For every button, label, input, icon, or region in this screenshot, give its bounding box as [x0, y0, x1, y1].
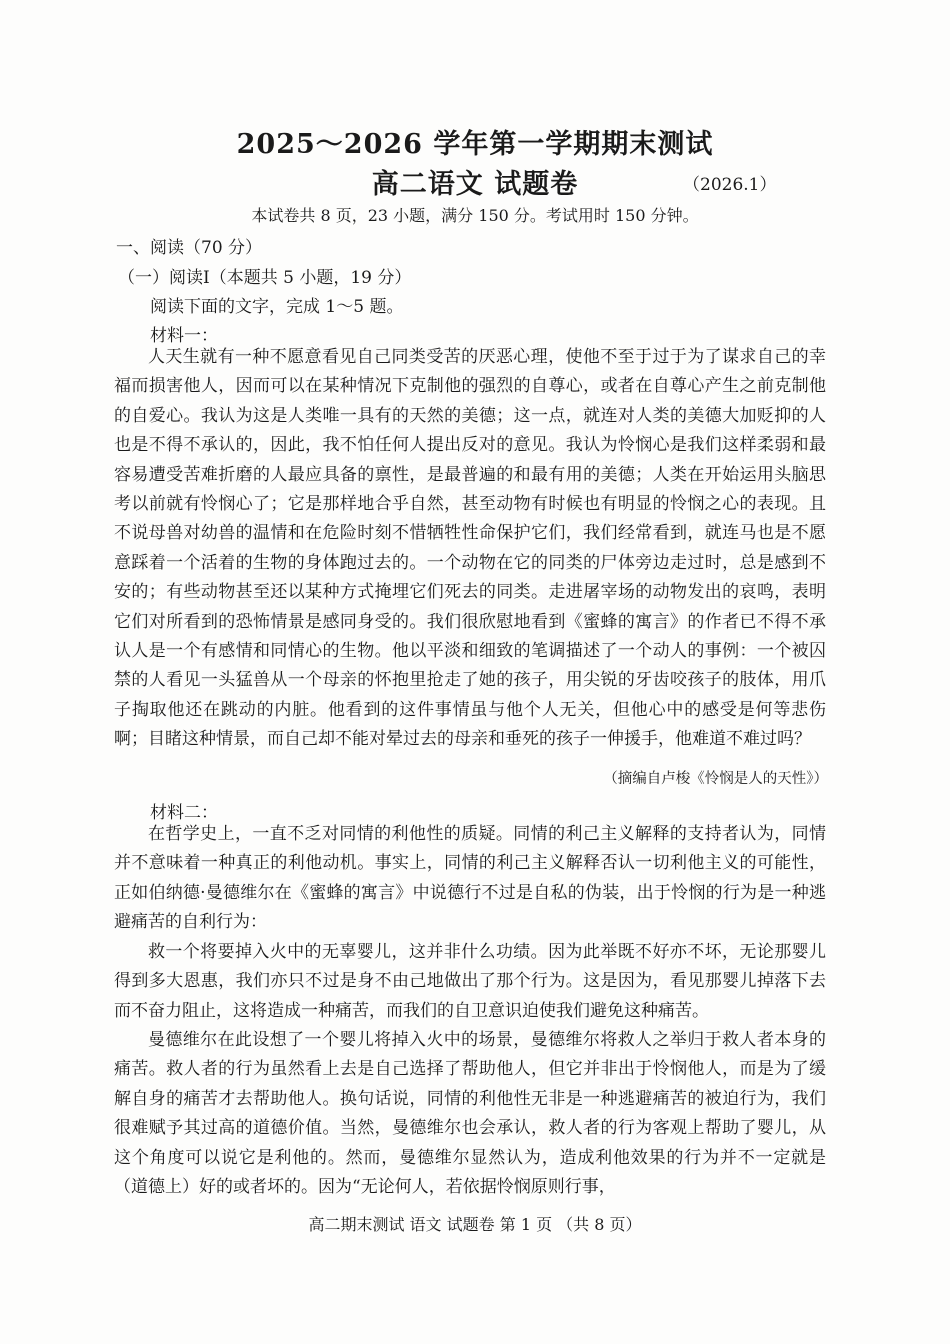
exam-title: 2025～2026 学年第一学期期末测试 [236, 129, 714, 160]
reading-instruction: 阅读下面的文字，完成 1～5 题。 [150, 297, 404, 317]
material1-paragraph: 人天生就有一种不愿意看见自己同类受苦的厌恶心理，使他不至于过于为了谋求自己的幸福而损害他人，因而可以在某种情况下克制他的强烈的自尊心，或者在自尊心产生之前克制他的自爱心。我认为这是人类唯一具有的天然的美德；这一点，就连对人类的美德大加贬抑的人也是不得不承认的，因此，我不怕任何人提出反对的意见。我认为怜悯心是我们这样柔弱和最容易遭受苦难折磨的人最应具备的禀性，是最普遍的和最有用的美德；人类在开始运用头脑思考以前就有怜悯心了；它是那样地合乎自然，甚至动物有时候也有明显的怜悯之心的表现。且不说母兽对幼兽的温情和在危险时刻不惜牺牲性命保护它们，我们经常看到，就连马也是不愿意踩着一个活着的生物的身体跑过去的。一个动物在它的同类的尸体旁边走过时，总是感到不安的；有些动物甚至还以某种方式掩埋它们死去的同类。走进屠宰场的动物发出的哀鸣，表明它们对所看到的恐怖情景是感同身受的。我们很欣慰地看到《蜜蜂的寓言》的作者已不得不承认人是一个有感情和同情心的生物。他以平淡和细致的笔调描述了一个动人的事例：一个被囚禁的人看见一头猛兽从一个母亲的怀抱里抢走了她的孩子，用尖锐的牙齿咬孩子的肢体，用爪子掏取他还在跳动的内脏。他看到的这件事情虽与他个人无关，但他心中的感受是何等悲伤啊；目睹这种情景，而自己却不能对晕过去的母亲和垂死的孩子一伸援手，他难道不难过吗？ [114, 347, 826, 750]
material2-paragraph-1: 在哲学史上，一直不乏对同情的利他性的质疑。同情的利己主义解释的支持者认为，同情并不意味着一种真正的利他动机。事实上，同情的利己主义解释否认一切利他主义的可能性，正如伯纳德·曼德维尔在《蜜蜂的寓言》中说德行不过是自私的伪装，出于怜悯的行为是一种逃避痛苦的自利行为： [114, 824, 826, 933]
exam-date: （2026.1） [683, 175, 777, 195]
material2-paragraph-3: 曼德维尔在此设想了一个婴儿将掉入火中的场景，曼德维尔将救人之举归于救人者本身的痛苦。救人者的行为虽然看上去是自己选择了帮助他人，但它并非出于怜悯他人，而是为了缓解自身的痛苦才去帮助他人。换句话说，同情的利他性无非是一种逃避痛苦的被迫行为，我们很难赋予其过高的道德价值。当然，曼德维尔也会承认，救人者的行为客观上帮助了婴儿，从这个角度可以说它是利他的。然而，曼德维尔显然认为，造成利他效果的行为并不一定就是（道德上）好的或者坏的。因为“无论何人，若依据怜悯原则行事， [114, 1030, 826, 1198]
material2-label: 材料二： [150, 803, 218, 823]
material2-quote: 救一个将要掉入火中的无辜婴儿，这并非什么功绩。因为此举既不好亦不坏，无论那婴儿得到多大恩惠，我们亦只不过是身不由己地做出了那个行为。这是因为，看见那婴儿掉落下去而不奋力阻止，这将造成一种痛苦，而我们的自卫意识迫使我们避免这种痛苦。 [114, 942, 826, 1021]
exam-intro: 本试卷共 8 页，23 小题，满分 150 分。考试用时 150 分钟。 [251, 206, 699, 225]
page-footer: 高二期末测试 语文 试题卷 第 1 页 （共 8 页） [308, 1215, 642, 1234]
subsection-heading-reading1: （一）阅读Ⅰ（本题共 5 小题，19 分） [118, 268, 412, 288]
exam-subtitle: 高二语文 试题卷 [371, 169, 579, 200]
material1-source: （摘编自卢梭《怜悯是人的天性》） [603, 771, 828, 787]
section-heading-reading: 一、阅读（70 分） [116, 238, 263, 258]
material1-label: 材料一： [150, 326, 218, 346]
